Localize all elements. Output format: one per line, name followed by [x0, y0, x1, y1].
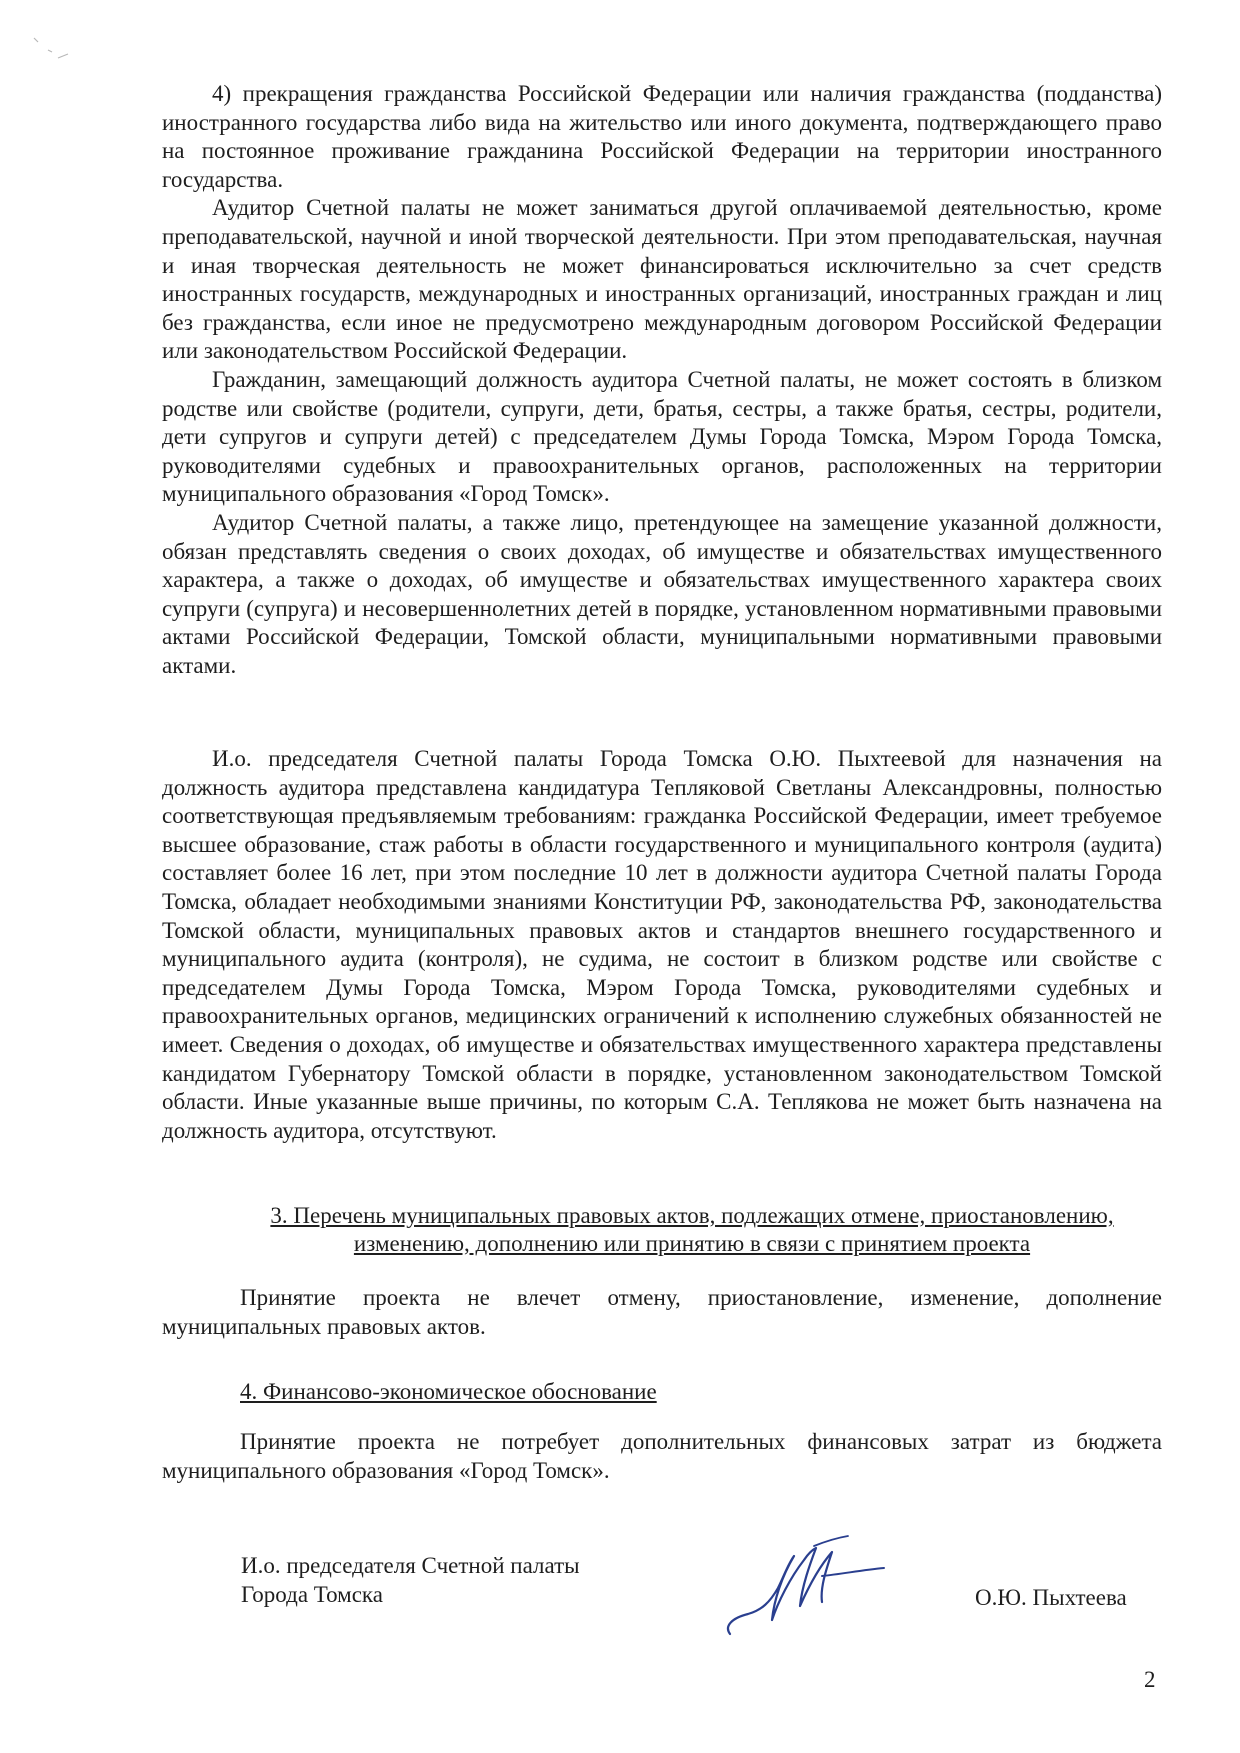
paragraph-income-declaration: Аудитор Счетной палаты, а также лицо, претендующее на замещение указанной должности, обязан представлять сведения о своих доходах, об имуществе и обязательствах имущественного характера, а также о доходах, об имуществе и обязательствах имущественного характера своих супруги (супруга) и несовершеннолетних детей в порядке, установленном нормативными правовыми актами Российской Федерации, Томской области, муниципальными нормативными правовыми актами. — [162, 509, 1162, 678]
section3-body-block — [162, 1284, 1162, 1341]
section4-body-block — [162, 1428, 1162, 1485]
signatory-title-line1: И.о. председателя Счетной палаты — [241, 1553, 580, 1578]
section4-body: Принятие проекта не потребует дополнительных финансовых затрат из бюджета муниципального образования «Город Томск». — [162, 1429, 1162, 1483]
section3-heading: 3. Перечень муниципальных правовых актов, подлежащих отмене, приостановлению, изменению, дополнению или принятию в связи с принятием проекта — [270, 1203, 1114, 1256]
section4-heading: 4. Финансово-экономическое обоснование — [240, 1379, 657, 1404]
paragraph-candidate: И.о. председателя Счетной палаты Города Томска О.Ю. Пыхтеевой для назначения на должность аудитора представлена кандидатура Тепляковой Светланы Александровны, полностью соответствующая предъявляемым требованиям: гражданка Российской Федерации, имеет требуемое высшее образование, стаж работы в области государственного и муниципального контроля (аудита) составляет более 16 лет, при этом последние 10 лет в должности аудитора Счетной палаты Города Томска, обладает необходимыми знаниями Конституции РФ, законодательства РФ, законодательства Томской области, муниципальных правовых актов и стандартов внешнего государственного и муниципального аудита (контроля), не судима, не состоит в близком родстве или свойстве с председателем Думы Города Томска, Мэром Города Томска, руководителями судебных и правоохранительных органов, медицинских ограничений к исполнению служебных обязанностей не имеет. Сведения о доходах, об имуществе и обязательствах имущественного характера представлены кандидатом Губернатору Томской области в порядке, установленном законодательством Томской области. Иные указанные выше причины, по которым С.А. Теплякова не может быть назначена на должность аудитора, отсутствуют. — [162, 746, 1162, 1143]
paragraph-kinship-restriction: Гражданин, замещающий должность аудитора Счетной палаты, не может состоять в близком родстве или свойстве (родители, супруги, дети, братья, сестры, а также братья, сестры, родители, дети супругов и супруги детей) с председателем Думы Города Томска, Мэром Города Томска, руководителями судебных и правоохранительных органов, расположенных на территории муниципального образования «Город Томск». — [162, 366, 1162, 507]
paragraph-citizenship: 4) прекращения гражданства Российской Федерации или наличия гражданства (подданства) иностранного государства либо вида на жительство или иного документа, подтверждающего право на постоянное проживание гражданина Российской Федерации на территории иностранного государства. — [162, 81, 1162, 192]
handwritten-signature — [722, 1530, 902, 1640]
body-top — [162, 80, 1162, 680]
candidate-block — [162, 745, 1162, 1145]
paragraph-activity-restriction: Аудитор Счетной палаты не может заниматься другой оплачиваемой деятельностью, кроме преподавательской, научной и иной творческой деятельности. При этом преподавательская, научная и иная творческая деятельность не может финансироваться исключительно за счет средств иностранных государств, международных и иностранных организаций, иностранных граждан и лиц без гражданства, если иное не предусмотрено международным договором Российской Федерации или законодательством Российской Федерации. — [162, 195, 1162, 364]
signatory-title — [241, 1551, 580, 1609]
scan-artifact-icon — [28, 30, 88, 70]
section3-body: Принятие проекта не влечет отмену, приостановление, изменение, дополнение муниципальных правовых актов. — [162, 1285, 1162, 1339]
signatory-title-line2: Города Томска — [241, 1582, 383, 1607]
signatory-name: О.Ю. Пыхтеева — [975, 1585, 1127, 1610]
page-number: 2 — [1144, 1667, 1156, 1692]
